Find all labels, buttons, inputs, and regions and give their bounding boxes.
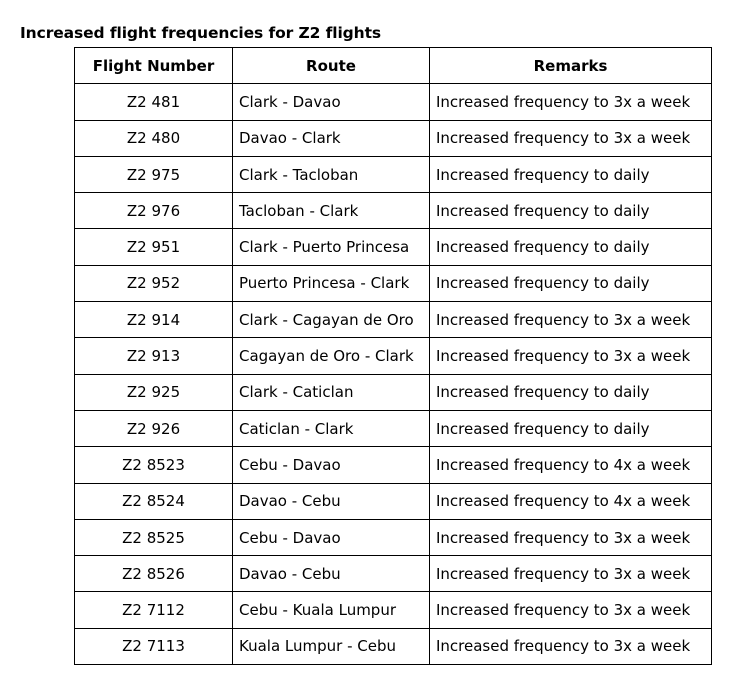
route-cell: Tacloban - Clark [233,193,430,229]
table-row [75,628,712,664]
route-cell: Cebu - Kuala Lumpur [233,592,430,628]
table-row [75,519,712,555]
flight-number-cell: Z2 8524 [75,483,233,519]
table-row [75,265,712,301]
remarks-cell: Increased frequency to 3x a week [430,338,712,374]
route-cell: Clark - Cagayan de Oro [233,302,430,338]
table-row [75,592,712,628]
remarks-cell: Increased frequency to daily [430,265,712,301]
header-remarks: Remarks [430,48,712,84]
remarks-cell: Increased frequency to daily [430,193,712,229]
table-row [75,84,712,120]
remarks-cell: Increased frequency to 4x a week [430,483,712,519]
route-cell: Clark - Caticlan [233,374,430,410]
flight-number-cell: Z2 481 [75,84,233,120]
page-title: Increased flight frequencies for Z2 flights [20,24,382,42]
table-row [75,193,712,229]
flight-number-cell: Z2 7113 [75,628,233,664]
table-row [75,447,712,483]
table-row [75,338,712,374]
flight-number-cell: Z2 975 [75,156,233,192]
route-cell: Cagayan de Oro - Clark [233,338,430,374]
remarks-cell: Increased frequency to 3x a week [430,302,712,338]
flight-number-cell: Z2 8525 [75,519,233,555]
remarks-cell: Increased frequency to daily [430,410,712,446]
table-row [75,229,712,265]
table-row [75,302,712,338]
table-row [75,410,712,446]
remarks-cell: Increased frequency to 4x a week [430,447,712,483]
route-cell: Clark - Davao [233,84,430,120]
route-cell: Davao - Clark [233,120,430,156]
remarks-cell: Increased frequency to 3x a week [430,592,712,628]
route-cell: Clark - Tacloban [233,156,430,192]
route-cell: Cebu - Davao [233,519,430,555]
table-row [75,556,712,592]
remarks-cell: Increased frequency to daily [430,156,712,192]
flight-number-cell: Z2 914 [75,302,233,338]
flight-number-cell: Z2 8523 [75,447,233,483]
route-cell: Kuala Lumpur - Cebu [233,628,430,664]
flight-number-cell: Z2 7112 [75,592,233,628]
remarks-cell: Increased frequency to 3x a week [430,556,712,592]
route-cell: Davao - Cebu [233,483,430,519]
flight-frequency-table [74,47,712,665]
remarks-cell: Increased frequency to 3x a week [430,84,712,120]
remarks-cell: Increased frequency to 3x a week [430,628,712,664]
remarks-cell: Increased frequency to 3x a week [430,519,712,555]
table-row [75,374,712,410]
table-row [75,483,712,519]
table-header-row [75,48,712,84]
flight-number-cell: Z2 925 [75,374,233,410]
flight-number-cell: Z2 951 [75,229,233,265]
flight-number-cell: Z2 926 [75,410,233,446]
route-cell: Davao - Cebu [233,556,430,592]
route-cell: Caticlan - Clark [233,410,430,446]
remarks-cell: Increased frequency to 3x a week [430,120,712,156]
table-row [75,120,712,156]
flight-number-cell: Z2 952 [75,265,233,301]
flight-number-cell: Z2 480 [75,120,233,156]
remarks-cell: Increased frequency to daily [430,374,712,410]
header-route: Route [233,48,430,84]
table-row [75,156,712,192]
flight-number-cell: Z2 8526 [75,556,233,592]
header-flight-number: Flight Number [75,48,233,84]
route-cell: Puerto Princesa - Clark [233,265,430,301]
flight-number-cell: Z2 913 [75,338,233,374]
route-cell: Cebu - Davao [233,447,430,483]
route-cell: Clark - Puerto Princesa [233,229,430,265]
remarks-cell: Increased frequency to daily [430,229,712,265]
flight-number-cell: Z2 976 [75,193,233,229]
